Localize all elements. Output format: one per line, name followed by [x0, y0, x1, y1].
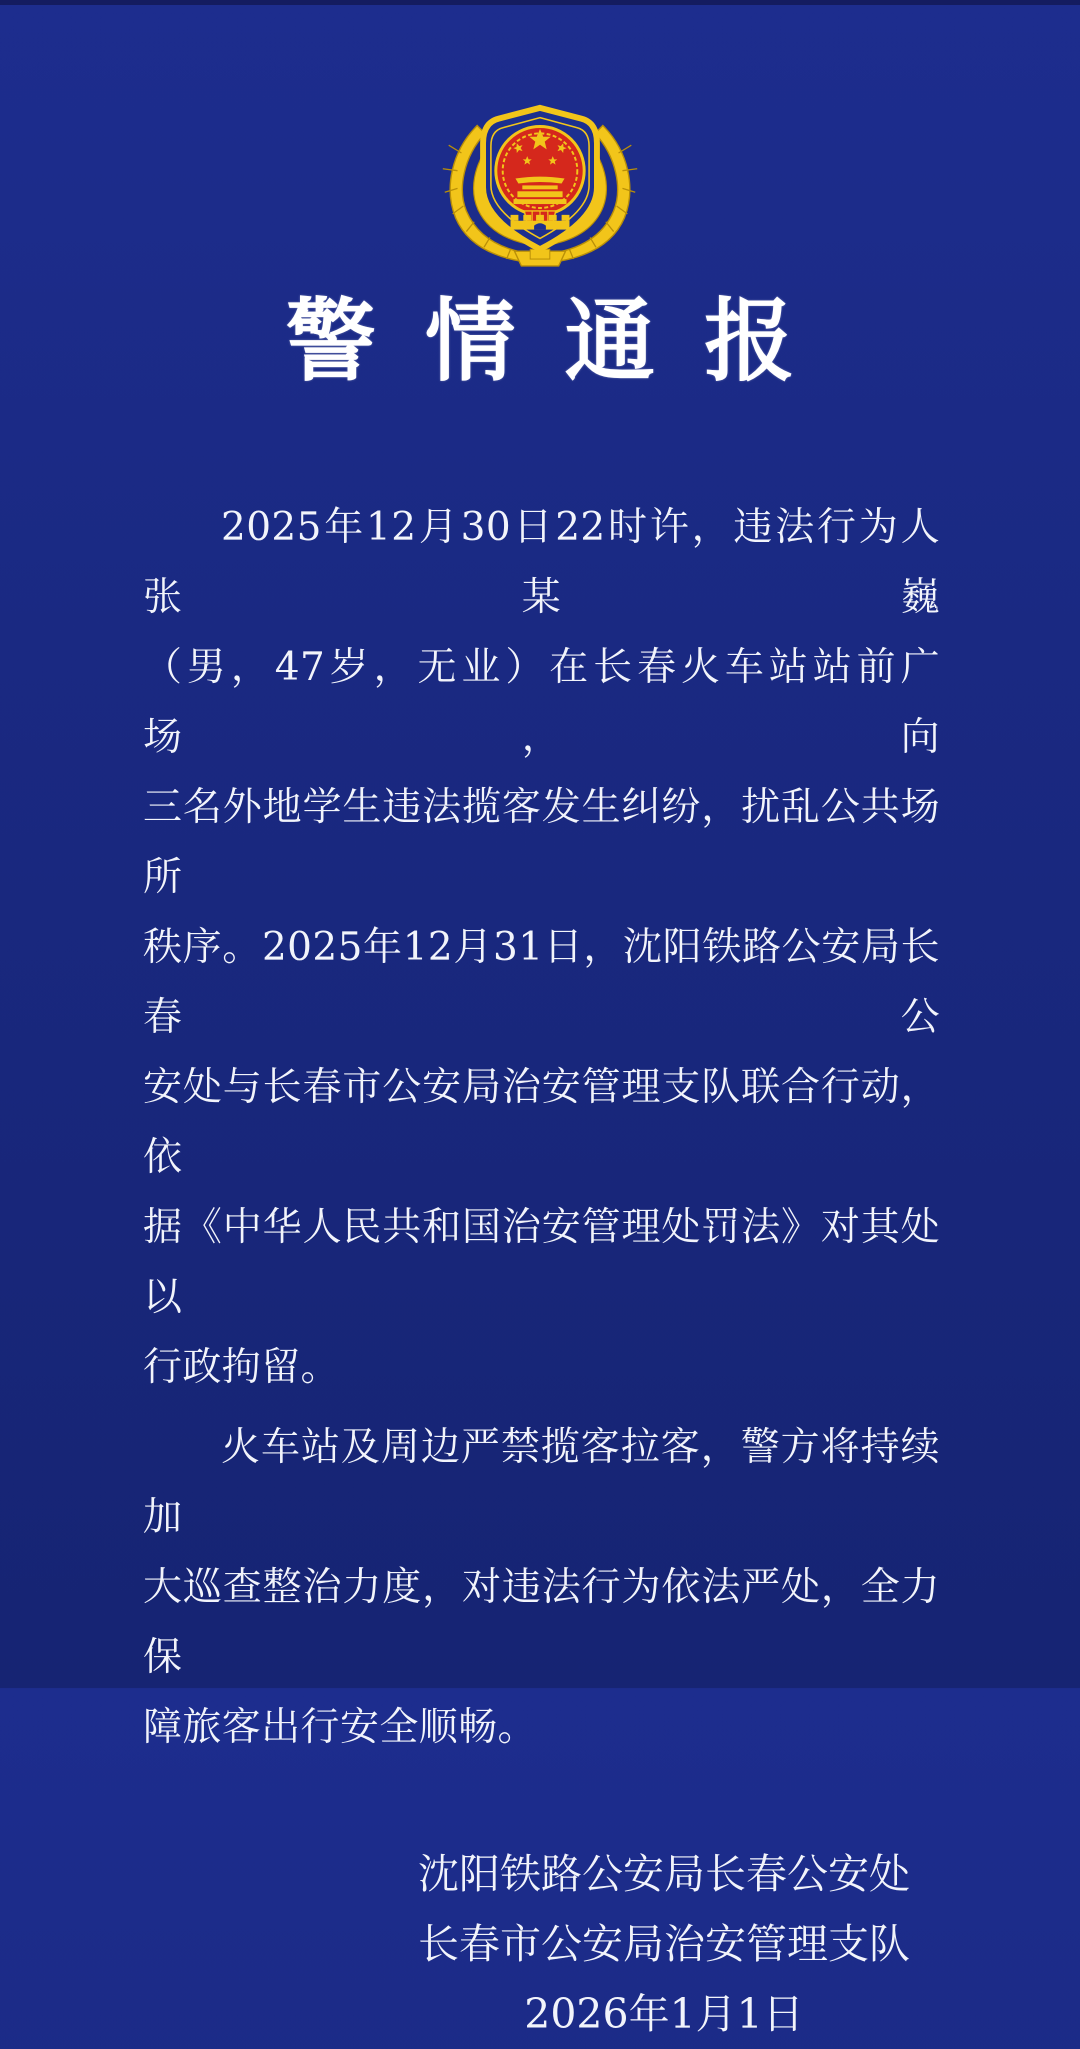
- body-line: 安处与长春市公安局治安管理支队联合行动，依: [143, 1065, 940, 1180]
- body-line: 火车站及周边严禁揽客拉客，警方将持续加: [143, 1425, 940, 1540]
- emblem-row: [0, 0, 1080, 269]
- signature-lines: [418, 1839, 910, 1979]
- body-line: 行政拘留。: [143, 1345, 340, 1390]
- body-line: 据《中华人民共和国治安管理处罚法》对其处以: [143, 1205, 940, 1320]
- body-line: 障旅客出行安全顺畅。: [143, 1705, 537, 1750]
- body-line: 大巡查整治力度，对违法行为依法严处，全力保: [143, 1565, 940, 1680]
- police-badge-icon: [432, 92, 648, 269]
- body-line: 2025年12月30日22时许，违法行为人张某巍: [143, 505, 940, 620]
- top-edge-strip: [0, 0, 1080, 5]
- notice-title: 警情通报: [285, 288, 844, 394]
- signature-line: 长春市公安局治安管理支队: [418, 1920, 910, 1968]
- notice-paragraph: [143, 493, 940, 1403]
- notice-body: [0, 493, 1080, 1763]
- signature-date: 2026年1月1日: [524, 1990, 804, 2038]
- notice-paragraph: [143, 1413, 940, 1763]
- body-line: 三名外地学生违法揽客发生纠纷，扰乱公共场所: [143, 785, 940, 900]
- signature-block: [418, 1839, 910, 2049]
- body-line: （男，47岁，无业）在长春火车站站前广场，向: [143, 645, 940, 760]
- title-row: [0, 285, 1080, 397]
- body-line: 秩序。2025年12月31日，沈阳铁路公安局长春公: [143, 925, 940, 1040]
- signature-line: 沈阳铁路公安局长春公安处: [418, 1850, 910, 1898]
